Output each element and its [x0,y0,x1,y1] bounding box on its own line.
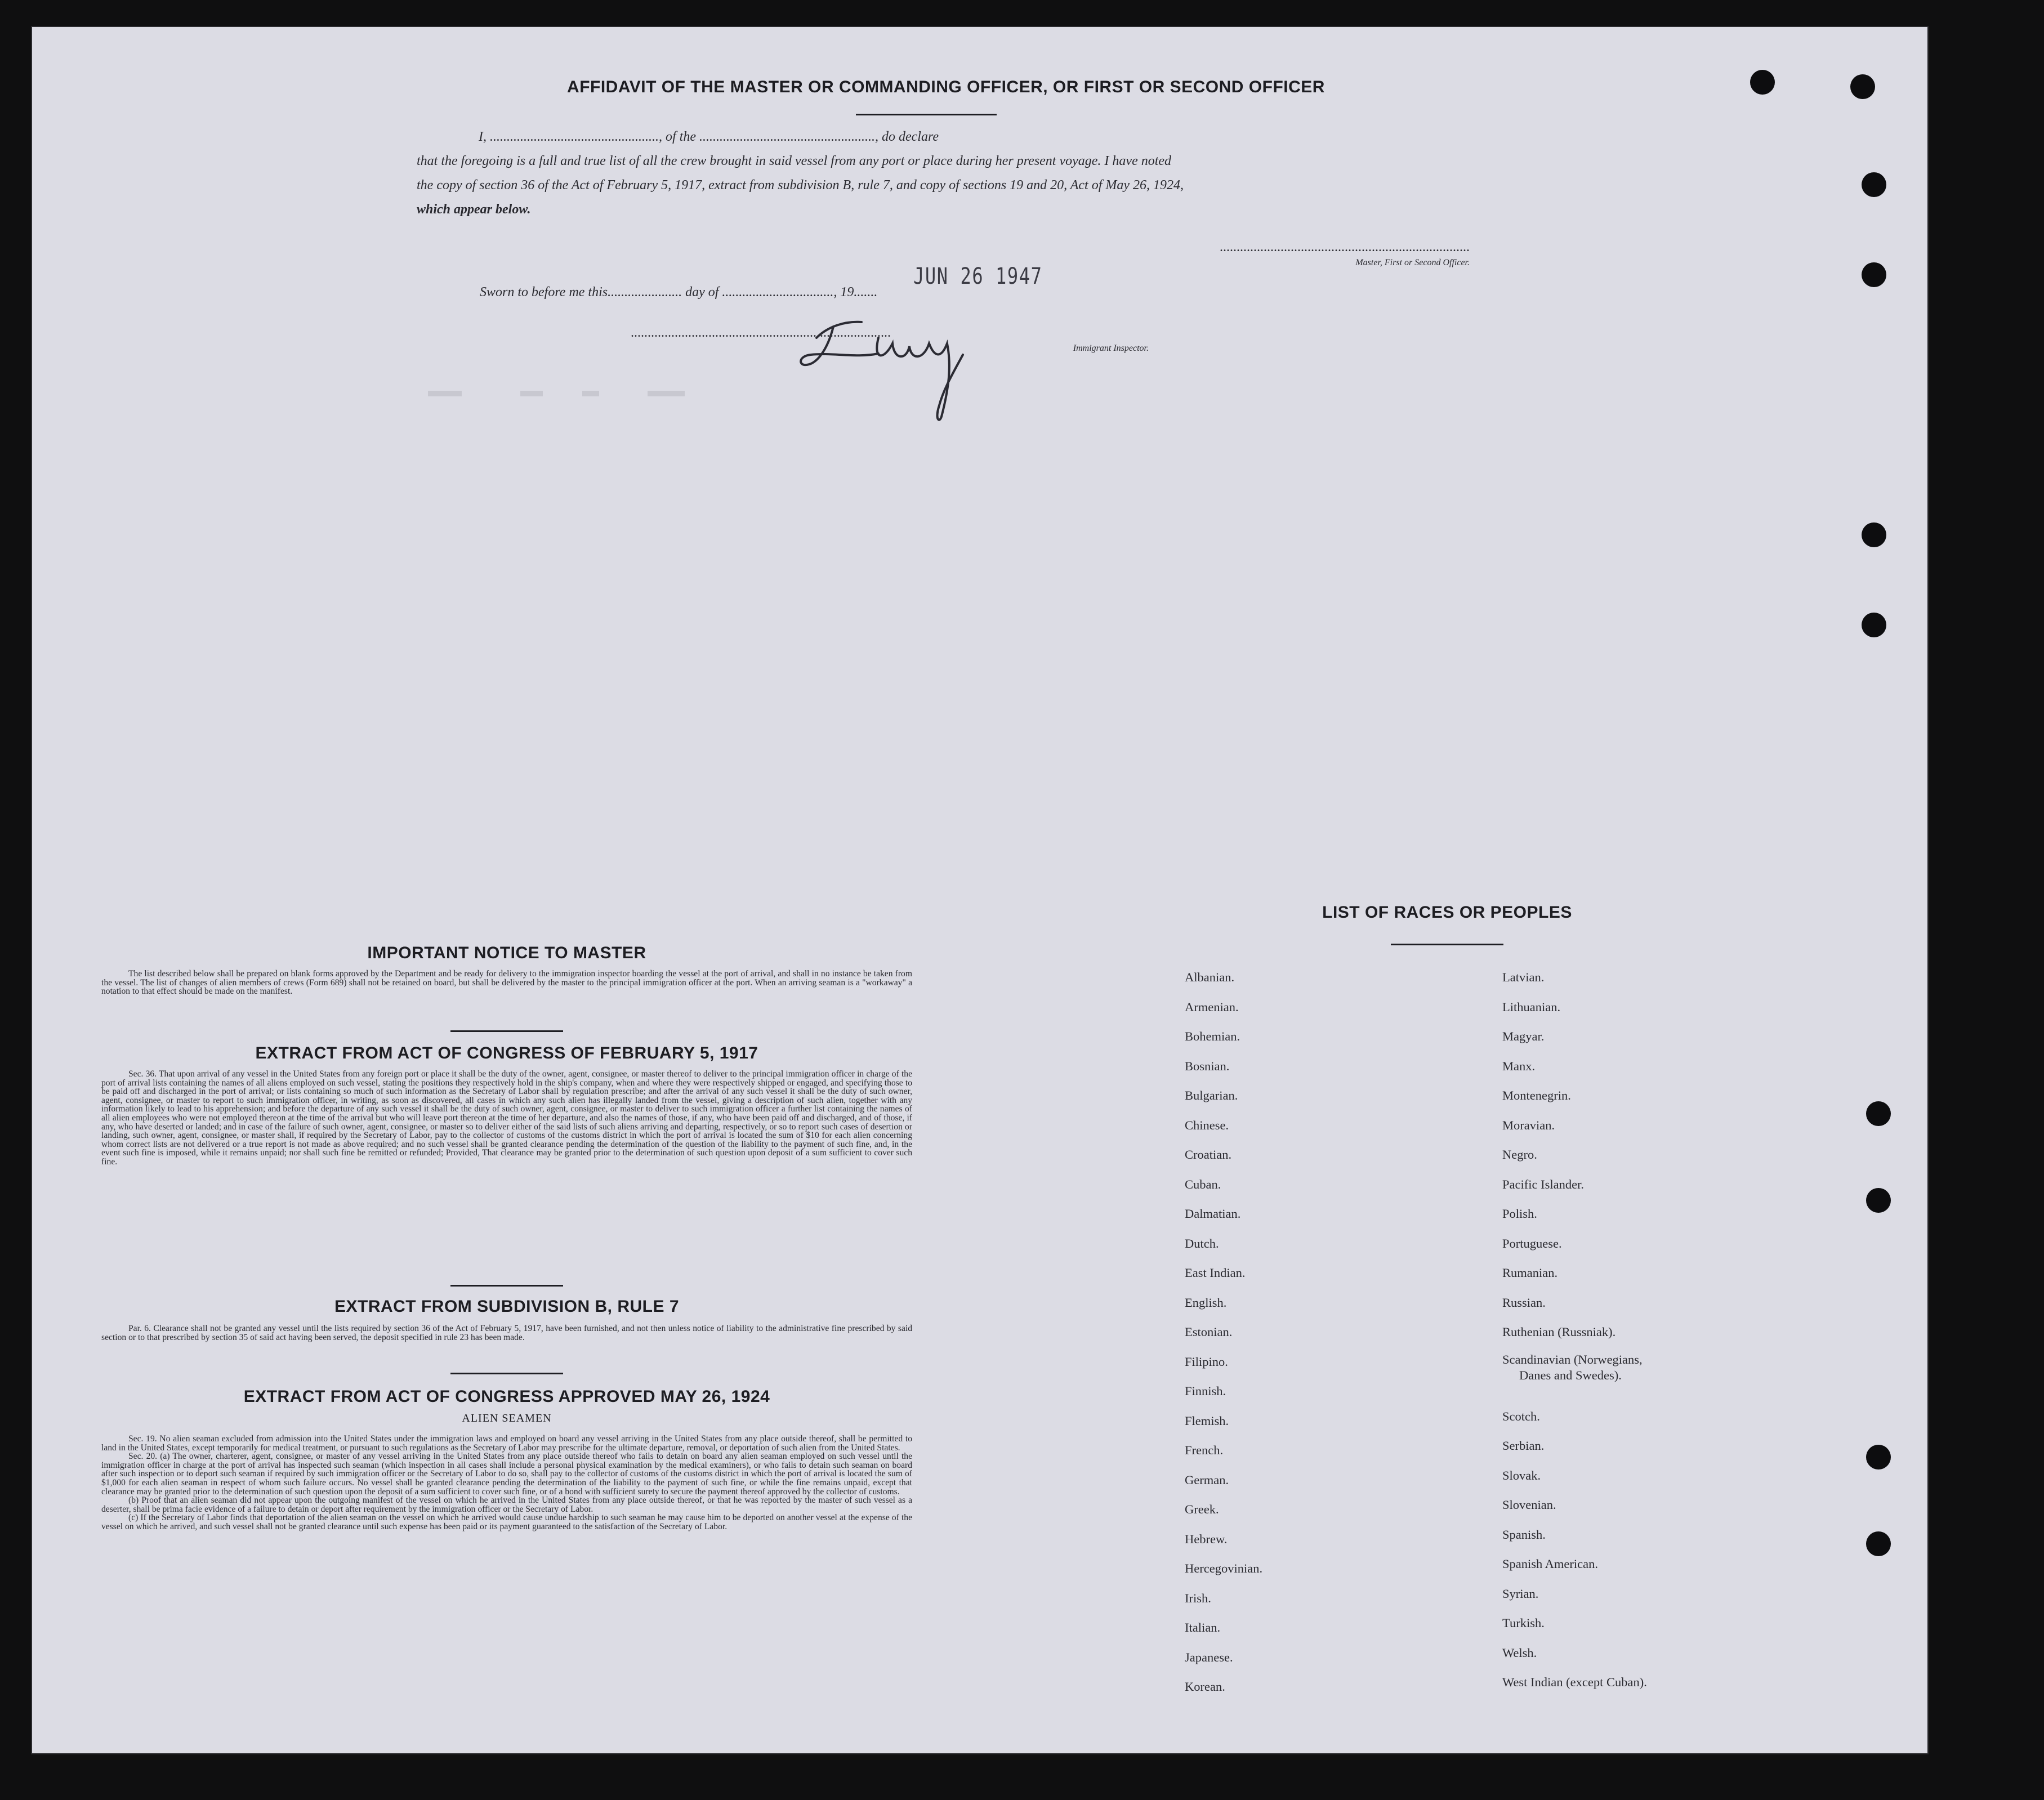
races-divider [1391,944,1503,945]
race-item: English. [1185,1295,1227,1310]
race-item: Bosnian. [1185,1058,1230,1073]
extract-1917-title: EXTRACT FROM ACT OF CONGRESS OF FEBRUARY 5, 1917 [255,1044,758,1062]
section-divider [450,1373,563,1374]
extract-1924-text [101,1435,912,1531]
race-item: Hebrew. [1185,1531,1228,1546]
punch-hole [1866,1188,1891,1213]
master-signature-line: .......................................................................... [1220,240,1470,254]
notice-title: IMPORTANT NOTICE TO MASTER [367,944,646,962]
race-item: Latvian. [1502,970,1545,984]
inspector-signature-line: ............................................................................. [631,325,891,340]
rule7-title: EXTRACT FROM SUBDIVISION B, RULE 7 [334,1297,680,1316]
race-item: Pacific Islander. [1502,1177,1584,1191]
punch-hole [1850,74,1875,99]
race-item: Ruthenian (Russniak). [1502,1325,1616,1339]
races-right-column [1502,963,1647,1698]
race-item: Irish. [1185,1591,1211,1605]
race-item: Cuban. [1185,1177,1221,1191]
race-item: Serbian. [1502,1439,1545,1453]
race-item: Chinese. [1185,1118,1229,1132]
extract-1924-subtitle: ALIEN SEAMEN [462,1412,552,1424]
race-item: Filipino. [1185,1354,1228,1369]
race-item: Russian. [1502,1295,1546,1310]
punch-hole [1862,262,1886,287]
race-item: German. [1185,1472,1229,1487]
race-item: French. [1185,1443,1224,1457]
race-item: Portuguese. [1502,1236,1562,1250]
affidavit-body [417,125,1475,222]
sec20c-paragraph: (c) If the Secretary of Labor finds that deportation of the alien seaman on the vessel on which he arrived would cause undue hardship to such seaman he may cause him to be deported on another vessel at the expense of the vessel on which he arrived, and such vessel shall not be granted clearance until such expense has been paid or its payment guaranteed to the satisfaction of the Secretary of Labor. [101,1513,912,1531]
bleed-mark [520,391,543,396]
race-item: Greek. [1185,1502,1219,1516]
race-item: Turkish. [1502,1616,1545,1630]
sec20b-paragraph: (b) Proof that an alien seaman did not appear upon the outgoing manifest of the vessel on which he arrived in the United States from any place outside thereof, or that he was reported by the master of such vessel as a deserter, shall be prima facie evidence of a failure to detain or deport after requirement by the immigration officer or the Secretary of Labor. [101,1495,912,1514]
race-item: Croatian. [1185,1147,1232,1162]
extract-1924-title: EXTRACT FROM ACT OF CONGRESS APPROVED MAY 26, 1924 [243,1387,770,1406]
punch-hole [1750,70,1775,95]
notice-text: The list described below shall be prepared on blank forms approved by the Department and be ready for delivery to the immigration inspector boarding the vessel at the port of arrival, and shall in no instance be taken from the vessel. The list of changes of alien members of crews (Form 689) shall not be retained on board, but shall be delivered by the master to the principal immigration officer at the port. When an arriving seaman is a "workaway" a notation to that effect should be made on the manifest. [101,969,912,997]
race-item: Negro. [1502,1147,1537,1162]
race-item: West Indian (except Cuban). [1502,1675,1647,1689]
punch-hole [1862,522,1886,547]
sec19-paragraph: Sec. 19. No alien seaman excluded from admission into the United States under the immigration laws and employed on board any vessel arriving in the United States from any place outside thereof, shall be permitted to land in the United States, except temporarily for medical treatment, or pursuant to such regulations as the Secretary of Labor may prescribe for the ultimate departure, removal, or deportation of such alien from the United States. [101,1434,912,1453]
inspector-signature [794,304,974,428]
race-item: Hercegovinian. [1185,1561,1263,1575]
declaration-line: I, .................................................., of the ...................................................., do declare [479,129,939,144]
punch-hole [1866,1445,1891,1470]
race-item: Rumanian. [1502,1266,1558,1280]
inspector-label: Immigrant Inspector. [1073,343,1149,353]
bleed-mark [582,391,599,396]
affidavit-title: AFFIDAVIT OF THE MASTER OR COMMANDING OFFICER, OR FIRST OR SECOND OFFICER [567,78,1325,96]
race-item: Scandinavian (Norwegians, Danes and Swedes). [1502,1352,1643,1382]
sec20a-paragraph: Sec. 20. (a) The owner, charterer, agent, consignee, or master of any vessel arriving in the United States from any place outside thereof who fails to detain on board any alien seaman employed on such vessel until the immigration officer in charge at the port of arrival has inspected such seaman (which inspection in all cases shall include a personal physical examination by the medical examiners), or who fails to detain such seaman on board after such inspection or to deport such seaman if required by such immigration officer or the Secretary of Labor to do so, shall pay to the collector of customs of the customs district in which the port of arrival is located the sum of $1,000 for each alien seaman in respect of whom such failure occurs. No vessel shall be granted clearance pending the determination of the liability to the payment of such fine, or while the fine remains unpaid, except that clearance may be granted prior to the determination of such question upon the deposit of a sum sufficient to cover such fine, or of a bond with sufficient surety to secure the payment thereof approved by the collector of customs. [101,1451,912,1497]
race-item: Flemish. [1185,1413,1229,1428]
rule7-text: Par. 6. Clearance shall not be granted any vessel until the lists required by section 36 of the Act of February 5, 1917, have been furnished, and not then unless notice of liability to the administrative fine prescribed by said section or to that prescribed by section 35 of said act having been served, the deposit specified in rule 23 has been made. [101,1324,912,1342]
title-divider [856,114,997,115]
race-item: Dalmatian. [1185,1207,1241,1221]
section-divider [450,1030,563,1032]
date-stamp: JUN 26 1947 [913,263,1043,289]
section-divider [450,1285,563,1287]
bleed-mark [428,391,462,396]
races-left-column [1185,963,1262,1702]
race-item: Magyar. [1502,1029,1545,1043]
race-item: Moravian. [1502,1118,1555,1132]
race-item: Finnish. [1185,1384,1226,1398]
punch-hole [1866,1101,1891,1126]
race-item: Albanian. [1185,970,1235,984]
race-item: Dutch. [1185,1236,1219,1250]
declaration-line: the copy of section 36 of the Act of February 5, 1917, extract from subdivision B, rule 7, and copy of sections 19 and 20, Act of May 26, 1924, [417,178,1184,193]
race-item: Scotch. [1502,1409,1540,1423]
race-item: Japanese. [1185,1650,1233,1664]
bleed-mark [648,391,685,396]
race-item: Slovenian. [1502,1498,1556,1512]
master-signature-label: Master, First or Second Officer. [1355,258,1470,267]
race-item: Montenegrin. [1502,1088,1571,1102]
race-item: Welsh. [1502,1645,1537,1660]
race-item: Polish. [1502,1207,1537,1221]
race-item: Armenian. [1185,999,1239,1014]
race-item: Spanish. [1502,1527,1546,1542]
punch-hole [1862,172,1886,197]
race-item: Lithuanian. [1502,999,1561,1014]
race-item: Bohemian. [1185,1029,1240,1043]
race-item: Syrian. [1502,1586,1539,1601]
declaration-line: that the foregoing is a full and true list of all the crew brought in said vessel from any port or place during her present voyage. I have noted [417,154,1172,168]
declaration-line: which appear below. [417,202,531,217]
sworn-line: Sworn to before me this...................... day of ................................., 19....... [480,285,878,300]
race-item: Estonian. [1185,1325,1233,1339]
race-item: Manx. [1502,1058,1536,1073]
race-item: Bulgarian. [1185,1088,1238,1102]
race-item: East Indian. [1185,1266,1246,1280]
race-item: Korean. [1185,1680,1225,1694]
race-item: Slovak. [1502,1468,1541,1482]
extract-1917-text: Sec. 36. That upon arrival of any vessel in the United States from any foreign port or place it shall be the duty of the owner, agent, consignee, or master thereof to deliver to the principal immigration officer in charge of the port of arrival lists containing the names of all aliens employed on such vessel, stating the positions they respectively hold in the ship's company, when and where they were respectively shipped or engaged, and specifying those to be paid off and discharged in the port of arrival; or lists containing so much of such information as the Secretary of Labor shall by regulation prescribe; and after the arrival of any such vessel it shall be the duty of such owner, agent, consignee, or master to report to such immigration officer, in writing, as soon as discovered, all cases in which any such alien has illegally landed from the vessel, giving a description of such alien, together with any information likely to lead to his apprehension; and before the departure of any such vessel it shall be the duty of such owner, agent, consignee, or master to deliver to such immigration officer a further list containing the names of all alien employees who were not employed thereon at the time of the arrival but who will leave port thereon at the time of her departure, and also the names of those, if any, who have been paid off and discharged, and of those, if any, who have deserted or landed; and in case of the failure of such owner, agent, consignee, or master so to deliver either of the said lists of such aliens arriving and departing, respectively, or so to report such cases of desertion or landing, such owner, agent, consignee, or master shall, if required by the Secretary of Labor, pay to the collector of customs of the customs district in which the port of arrival is located the sum of $10 for each alien concerning whom correct lists are not delivered or a true report is not made as above required; and no such vessel shall be granted clearance pending the determination of the question of the liability to the payment of such fine, and, in the event such fine is imposed, while it remains unpaid; nor shall such fine be remitted or refunded; Provided, That clearance may be granted prior to the determination of such question upon deposit of a sum sufficient to cover such fine. [101,1069,912,1167]
punch-hole [1862,613,1886,637]
race-item: Italian. [1185,1620,1221,1634]
punch-hole [1866,1531,1891,1556]
races-title: LIST OF RACES OR PEOPLES [1322,903,1572,922]
race-item: Spanish American. [1502,1557,1598,1571]
